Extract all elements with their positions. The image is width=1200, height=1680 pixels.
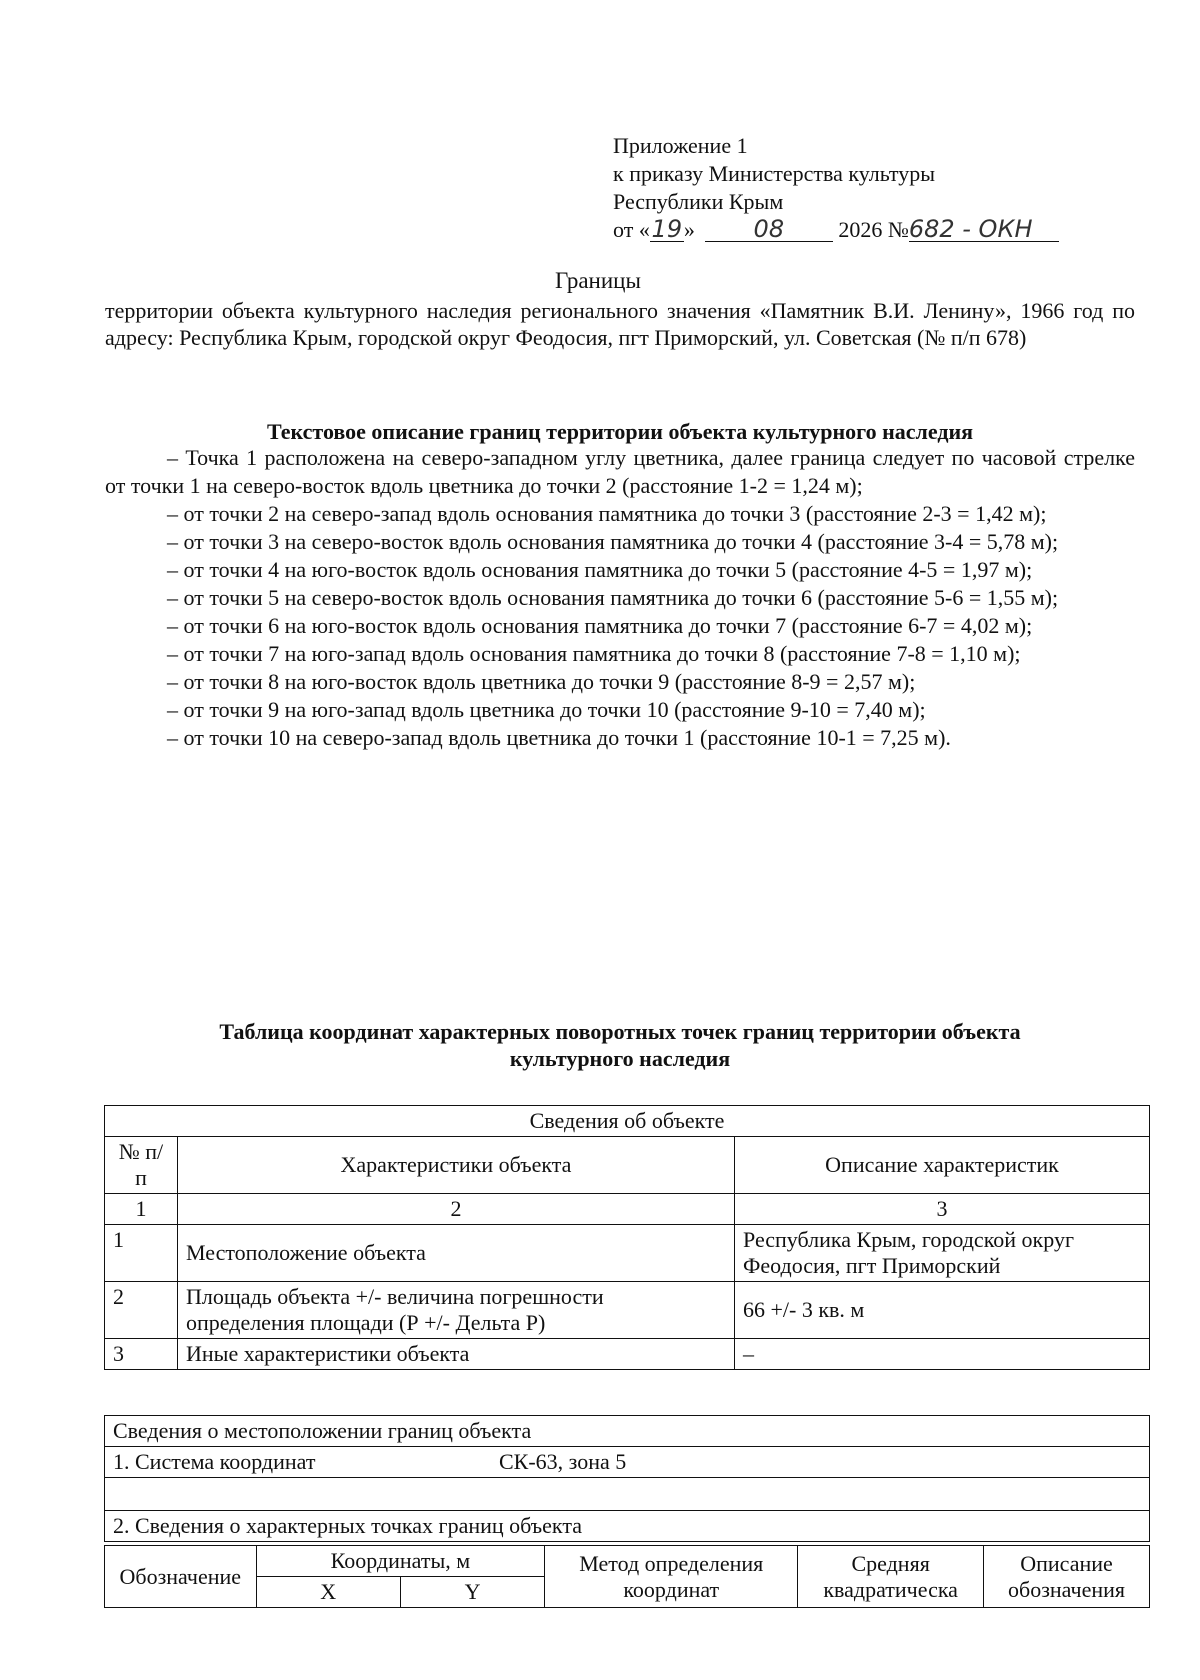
table-row <box>105 1339 1150 1370</box>
location-info-table <box>104 1415 1150 1542</box>
boundary-paragraph: – от точки 4 на юго-восток вдоль основания памятника до точки 5 (расстояние 4-5 = 1,97 м); <box>167 557 1033 582</box>
row-no: 2 <box>105 1282 178 1339</box>
section1-title: Текстовое описание границ территории объекта культурного наследия <box>266 419 974 444</box>
boundary-paragraph: – от точки 10 на северо-запад вдоль цветника до точки 1 (расстояние 10-1 = 7,25 м). <box>167 725 951 750</box>
boundary-description <box>105 444 1135 752</box>
subject-text: территории объекта культурного наследия регионального значения «Памятник В.И. Ленину», 1966 год по адресу: Республика Крым, городской округ Феодосия, пгт Приморский, ул. Советская (№ п/п 678) <box>105 298 1135 350</box>
row-desc: Республика Крым, городской округ Феодосия, пгт Приморский <box>735 1225 1150 1282</box>
row-desc: – <box>735 1339 1150 1370</box>
col-char-header: Характеристики объекта <box>178 1137 735 1194</box>
appendix-label: Приложение 1 <box>613 133 748 158</box>
section2-title <box>105 1018 1135 1072</box>
subject-description <box>105 297 1135 351</box>
table1-caption: Сведения об объекте <box>105 1106 1150 1137</box>
date-prefix: от « <box>613 217 650 242</box>
boundary-paragraph: – Точка 1 расположена на северо-западном углу цветника, далее граница следует по часовой стрелке от точки 1 на северо-восток вдоль цветника до точки 2 (расстояние 1-2 = 1,24 м); <box>105 445 1135 498</box>
points-label: 2. Сведения о характерных точках границ объекта <box>105 1511 1150 1542</box>
col-desc-header: Описание характеристик <box>735 1137 1150 1194</box>
section2-title-line2: культурного наследия <box>509 1046 731 1071</box>
col-description: Описание обозначения <box>984 1546 1150 1608</box>
boundary-paragraph: – от точки 9 на юго-запад вдоль цветника до точки 10 (расстояние 9-10 = 7,40 м); <box>167 697 926 722</box>
boundary-paragraph: – от точки 5 на северо-восток вдоль основания памятника до точки 6 (расстояние 5-6 = 1,55 м); <box>167 585 1059 610</box>
section2-title-line1: Таблица координат характерных поворотных точек границ территории объекта <box>219 1019 1021 1044</box>
coord-system-value: СК-63, зона 5 <box>491 1447 1150 1478</box>
ministry-ref: Республики Крым <box>613 189 784 214</box>
col-coords: Координаты, м <box>256 1546 545 1577</box>
boundary-paragraph: – от точки 2 на северо-запад вдоль основания памятника до точки 3 (расстояние 2-3 = 1,42 м); <box>167 501 1047 526</box>
order-ref: к приказу Министерства культуры <box>613 161 936 186</box>
document-title: Границы <box>555 268 641 293</box>
day-handwritten: 19 <box>651 215 683 243</box>
col-no-header: № п/п <box>105 1137 178 1194</box>
col-x: X <box>256 1577 400 1608</box>
year-label: 2026 № <box>838 217 909 242</box>
col-y: Y <box>400 1577 544 1608</box>
col-num: 2 <box>178 1194 735 1225</box>
row-no: 1 <box>105 1225 178 1282</box>
month-handwritten: 08 <box>705 217 833 242</box>
col-method: Метод определения координат <box>545 1546 798 1608</box>
col-designation: Обозначение <box>105 1546 257 1608</box>
row-char: Площадь объекта +/- величина погрешности определения площади (Р +/- Дельта Р) <box>178 1282 735 1339</box>
boundary-paragraph: – от точки 8 на юго-восток вдоль цветника до точки 9 (расстояние 8-9 = 2,57 м); <box>167 669 916 694</box>
table-row <box>105 1225 1150 1282</box>
boundary-paragraph: – от точки 3 на северо-восток вдоль основания памятника до точки 4 (расстояние 3-4 = 5,78 м); <box>167 529 1059 554</box>
row-char: Местоположение объекта <box>178 1225 735 1282</box>
points-table <box>104 1545 1150 1608</box>
appendix-header <box>613 132 1133 244</box>
object-info-table <box>104 1105 1150 1370</box>
order-number-handwritten: 682 - ОКН <box>909 217 1059 242</box>
col-num: 3 <box>735 1194 1150 1225</box>
col-num: 1 <box>105 1194 178 1225</box>
order-date-line <box>613 216 1133 244</box>
boundary-paragraph: – от точки 6 на юго-восток вдоль основания памятника до точки 7 (расстояние 6-7 = 4,02 м); <box>167 613 1033 638</box>
row-char: Иные характеристики объекта <box>178 1339 735 1370</box>
boundary-paragraph: – от точки 7 на юго-запад вдоль основания памятника до точки 8 (расстояние 7-8 = 1,10 м); <box>167 641 1021 666</box>
table-row <box>105 1282 1150 1339</box>
row-no: 3 <box>105 1339 178 1370</box>
date-mid: » <box>683 217 695 242</box>
col-rms: Средняя квадратическа <box>798 1546 984 1608</box>
coord-system-label: 1. Система координат <box>105 1447 492 1478</box>
row-desc: 66 +/- 3 кв. м <box>735 1282 1150 1339</box>
blank-row <box>105 1478 1150 1511</box>
table2-caption: Сведения о местоположении границ объекта <box>105 1416 1150 1447</box>
